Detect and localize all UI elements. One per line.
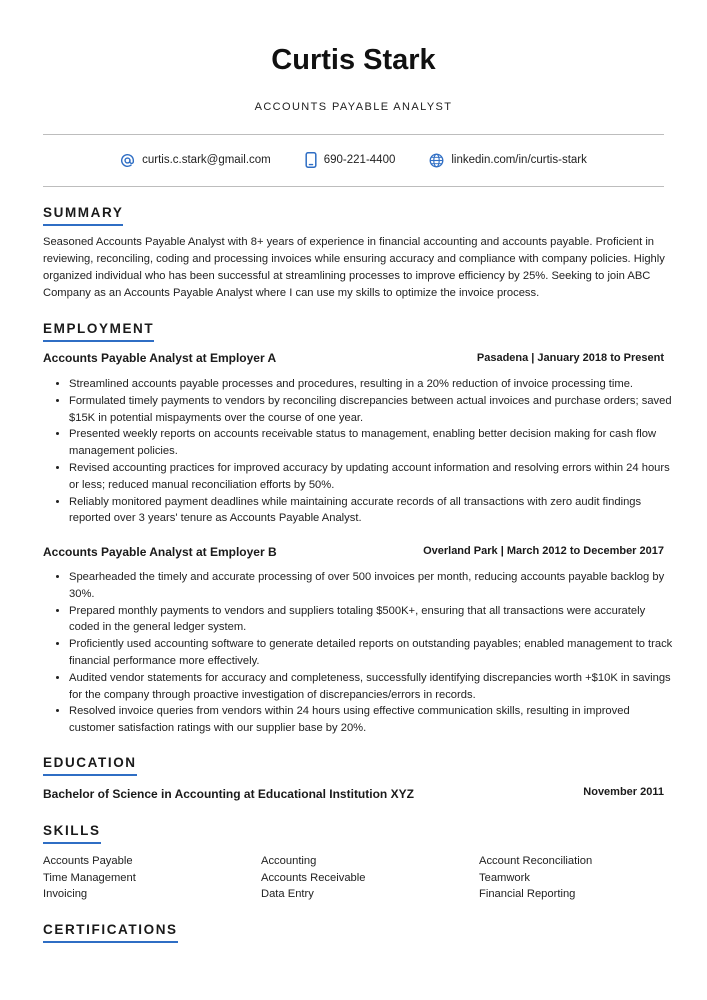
- at-icon: [120, 153, 135, 168]
- education-date: November 2011: [583, 786, 664, 798]
- skill-item: Accounts Payable: [43, 855, 133, 867]
- skill-item: Accounting: [261, 855, 317, 867]
- contact-bar: [43, 149, 664, 171]
- job-title: Accounts Payable Analyst at Employer B: [43, 545, 277, 559]
- skill-item: Teamwork: [479, 871, 530, 884]
- job-title: Accounts Payable Analyst at Employer A: [43, 351, 277, 365]
- bullet-item: • Prepared monthly payments to vendors and suppliers totaling $500K+, ensuring that all transactions were accurately coded in the general ledger system.: [69, 603, 673, 637]
- skill-item: Financial Reporting: [479, 888, 576, 901]
- education-heading: EDUCATION: [43, 755, 137, 776]
- job-bullets: [43, 569, 673, 737]
- phone-icon: [305, 152, 317, 168]
- divider-top: [43, 134, 664, 135]
- job-title-header: ACCOUNTS PAYABLE ANALYST: [254, 101, 453, 113]
- job-location-date: Pasadena | January 2018 to Present: [476, 352, 664, 364]
- divider-bottom: [43, 186, 664, 187]
- bullet-item: • Formulated timely payments to vendors by reconciling discrepancies between actual invoices and purchase orders; saved $15K in potential mispayments over the course of one year.: [69, 393, 673, 427]
- bullet-item: • Streamlined accounts payable processes and procedures, resulting in a 20% reduction of invoice processing time.: [69, 376, 673, 393]
- globe-icon: [429, 153, 444, 168]
- bullet-item: • Presented weekly reports on accounts receivable status to management, enabling better decision making for cash flow management policies.: [69, 426, 673, 460]
- candidate-name: Curtis Stark: [271, 44, 436, 76]
- skills-grid: [43, 853, 664, 903]
- skill-item: Account Reconciliation: [479, 855, 593, 867]
- job-bullets: [43, 376, 673, 527]
- summary-heading: SUMMARY: [43, 205, 123, 226]
- skills-heading: SKILLS: [43, 823, 101, 844]
- job-location-date: Overland Park | March 2012 to December 2017: [423, 545, 664, 557]
- bullet-item: • Audited vendor statements for accuracy and completeness, successfully identifying discrepancies worth +$10K in savings for the company through proactive investigation of discrepancies/errors in records.: [69, 670, 673, 704]
- skill-item: Data Entry: [261, 888, 314, 901]
- phone-text: 690-221-4400: [323, 154, 396, 166]
- contact-linkedin[interactable]: [429, 153, 586, 168]
- bullet-item: • Spearheaded the timely and accurate processing of over 500 invoices per month, reducing accounts payable backlog by 30%.: [69, 569, 673, 603]
- linkedin-text: linkedin.com/in/curtis-stark: [451, 154, 587, 166]
- certifications-heading: CERTIFICATIONS: [43, 922, 178, 943]
- employment-heading: EMPLOYMENT: [43, 321, 154, 342]
- summary-text: Seasoned Accounts Payable Analyst with 8+ years of experience in financial accounting and accounts payable. Proficient in reviewing, reconciling, coding and processing invoices while ensuring accuracy and compliance with company policies. Highly organized individual who has been successful at streamlining processes to improve efficiency by 25%. Seeking to join ABC Company as an Accounts Payable Analyst where I can use my skills to optimize the invoice process.: [43, 236, 665, 299]
- skill-item: Time Management: [43, 871, 136, 884]
- bullet-item: • Reliably monitored payment deadlines while maintaining accurate records of all transactions with zero audit findings reported over 3 years' tenure as Accounts Payable Analyst.: [69, 494, 673, 528]
- skill-item: Accounts Receivable: [261, 871, 366, 884]
- contact-phone[interactable]: [305, 152, 396, 168]
- skill-item: Invoicing: [43, 888, 88, 901]
- contact-email[interactable]: [120, 153, 271, 168]
- bullet-item: • Revised accounting practices for improved accuracy by updating account information and resolving errors within 24 hours or less; reduced manual reconciliation efforts by 50%.: [69, 460, 673, 494]
- bullet-item: • Proficiently used accounting software to generate detailed reports on outstanding payables; enabled management to track financial performance more effectively.: [69, 636, 673, 670]
- bullet-item: • Resolved invoice queries from vendors within 24 hours using effective communication skills, resulting in improved customer satisfaction ratings with our supplier base by 20%.: [69, 703, 673, 737]
- degree-text: Bachelor of Science in Accounting at Educational Institution XYZ: [43, 787, 414, 801]
- email-text: curtis.c.stark@gmail.com: [142, 154, 271, 166]
